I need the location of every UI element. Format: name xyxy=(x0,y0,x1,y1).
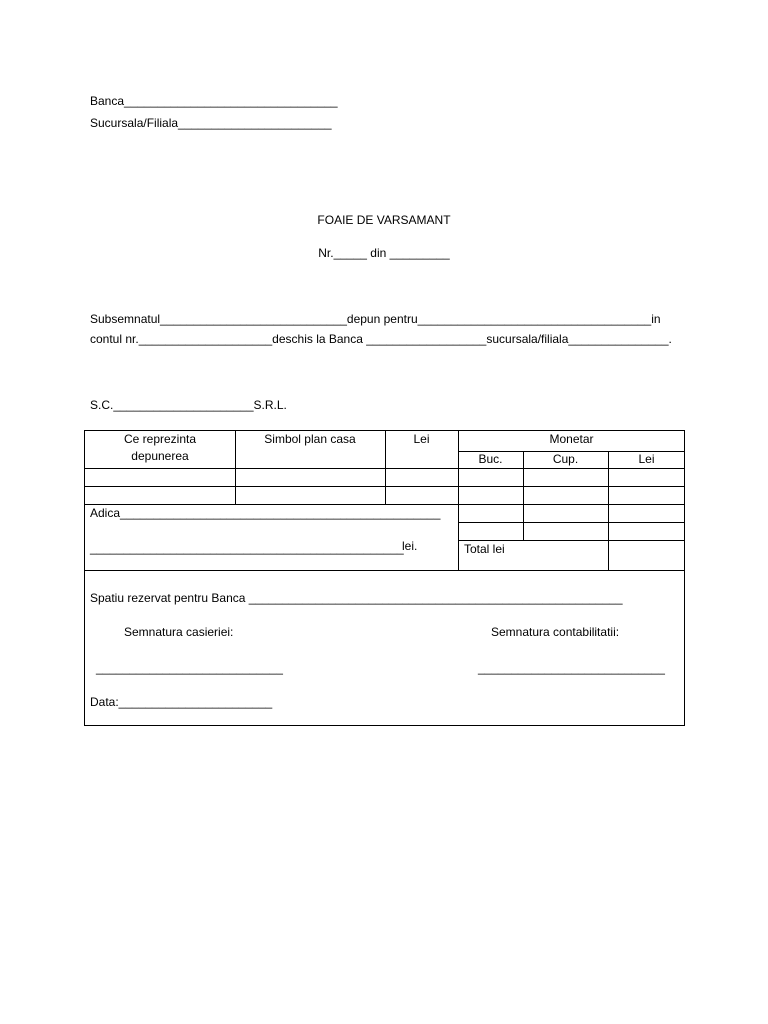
header-symbol: Simbol plan casa xyxy=(264,432,356,446)
header-what xyxy=(85,431,235,465)
date-line: Data:_______________________ xyxy=(90,695,273,709)
header-monetar: Monetar xyxy=(549,432,594,446)
header-lei: Lei xyxy=(413,432,430,446)
bank-line: Banca________________________________ xyxy=(90,94,338,108)
declaration-line-2: contul nr.____________________deschis la Banca __________________sucursala/filiala_______________. xyxy=(90,332,672,346)
header-what-line-1: Ce reprezinta xyxy=(123,432,197,446)
bank-reserved-line: Spatiu rezervat pentru Banca ________________________________________________________ xyxy=(90,591,623,605)
deposit-form-table xyxy=(84,430,685,726)
monetar-row-divider-1 xyxy=(458,522,685,523)
company-line: S.C._____________________S.R.L. xyxy=(90,398,287,412)
table-section-bottom xyxy=(85,570,684,571)
total-lei-label: Total lei xyxy=(464,542,505,556)
branch-line: Sucursala/Filiala_______________________ xyxy=(90,116,332,130)
monetar-row-divider-2 xyxy=(458,540,685,541)
lei-word: lei. xyxy=(402,539,418,553)
accounting-signature-label: Semnatura contabilitatii: xyxy=(491,625,620,639)
header-what-line-2: depunerea xyxy=(131,449,189,463)
declaration-line-1: Subsemnatul____________________________depun pentru___________________________________in xyxy=(90,312,661,326)
col-divider-cup xyxy=(608,451,609,570)
subheader-buc: Buc. xyxy=(478,452,503,466)
adica-line: Adica________________________________________________ xyxy=(90,506,441,520)
row-2-divider xyxy=(85,504,684,505)
subheader-cup: Cup. xyxy=(552,452,579,466)
accounting-signature-line: ____________________________ xyxy=(478,661,665,675)
amount-in-words-line: _______________________________________________ xyxy=(90,541,404,555)
document-title: FOAIE DE VARSAMANT xyxy=(317,213,451,227)
subheader-lei: Lei xyxy=(638,452,655,466)
cashier-signature-line: ____________________________ xyxy=(96,661,283,675)
document-number-line: Nr._____ din _________ xyxy=(318,246,450,260)
cashier-signature-label: Semnatura casieriei: xyxy=(124,625,234,639)
